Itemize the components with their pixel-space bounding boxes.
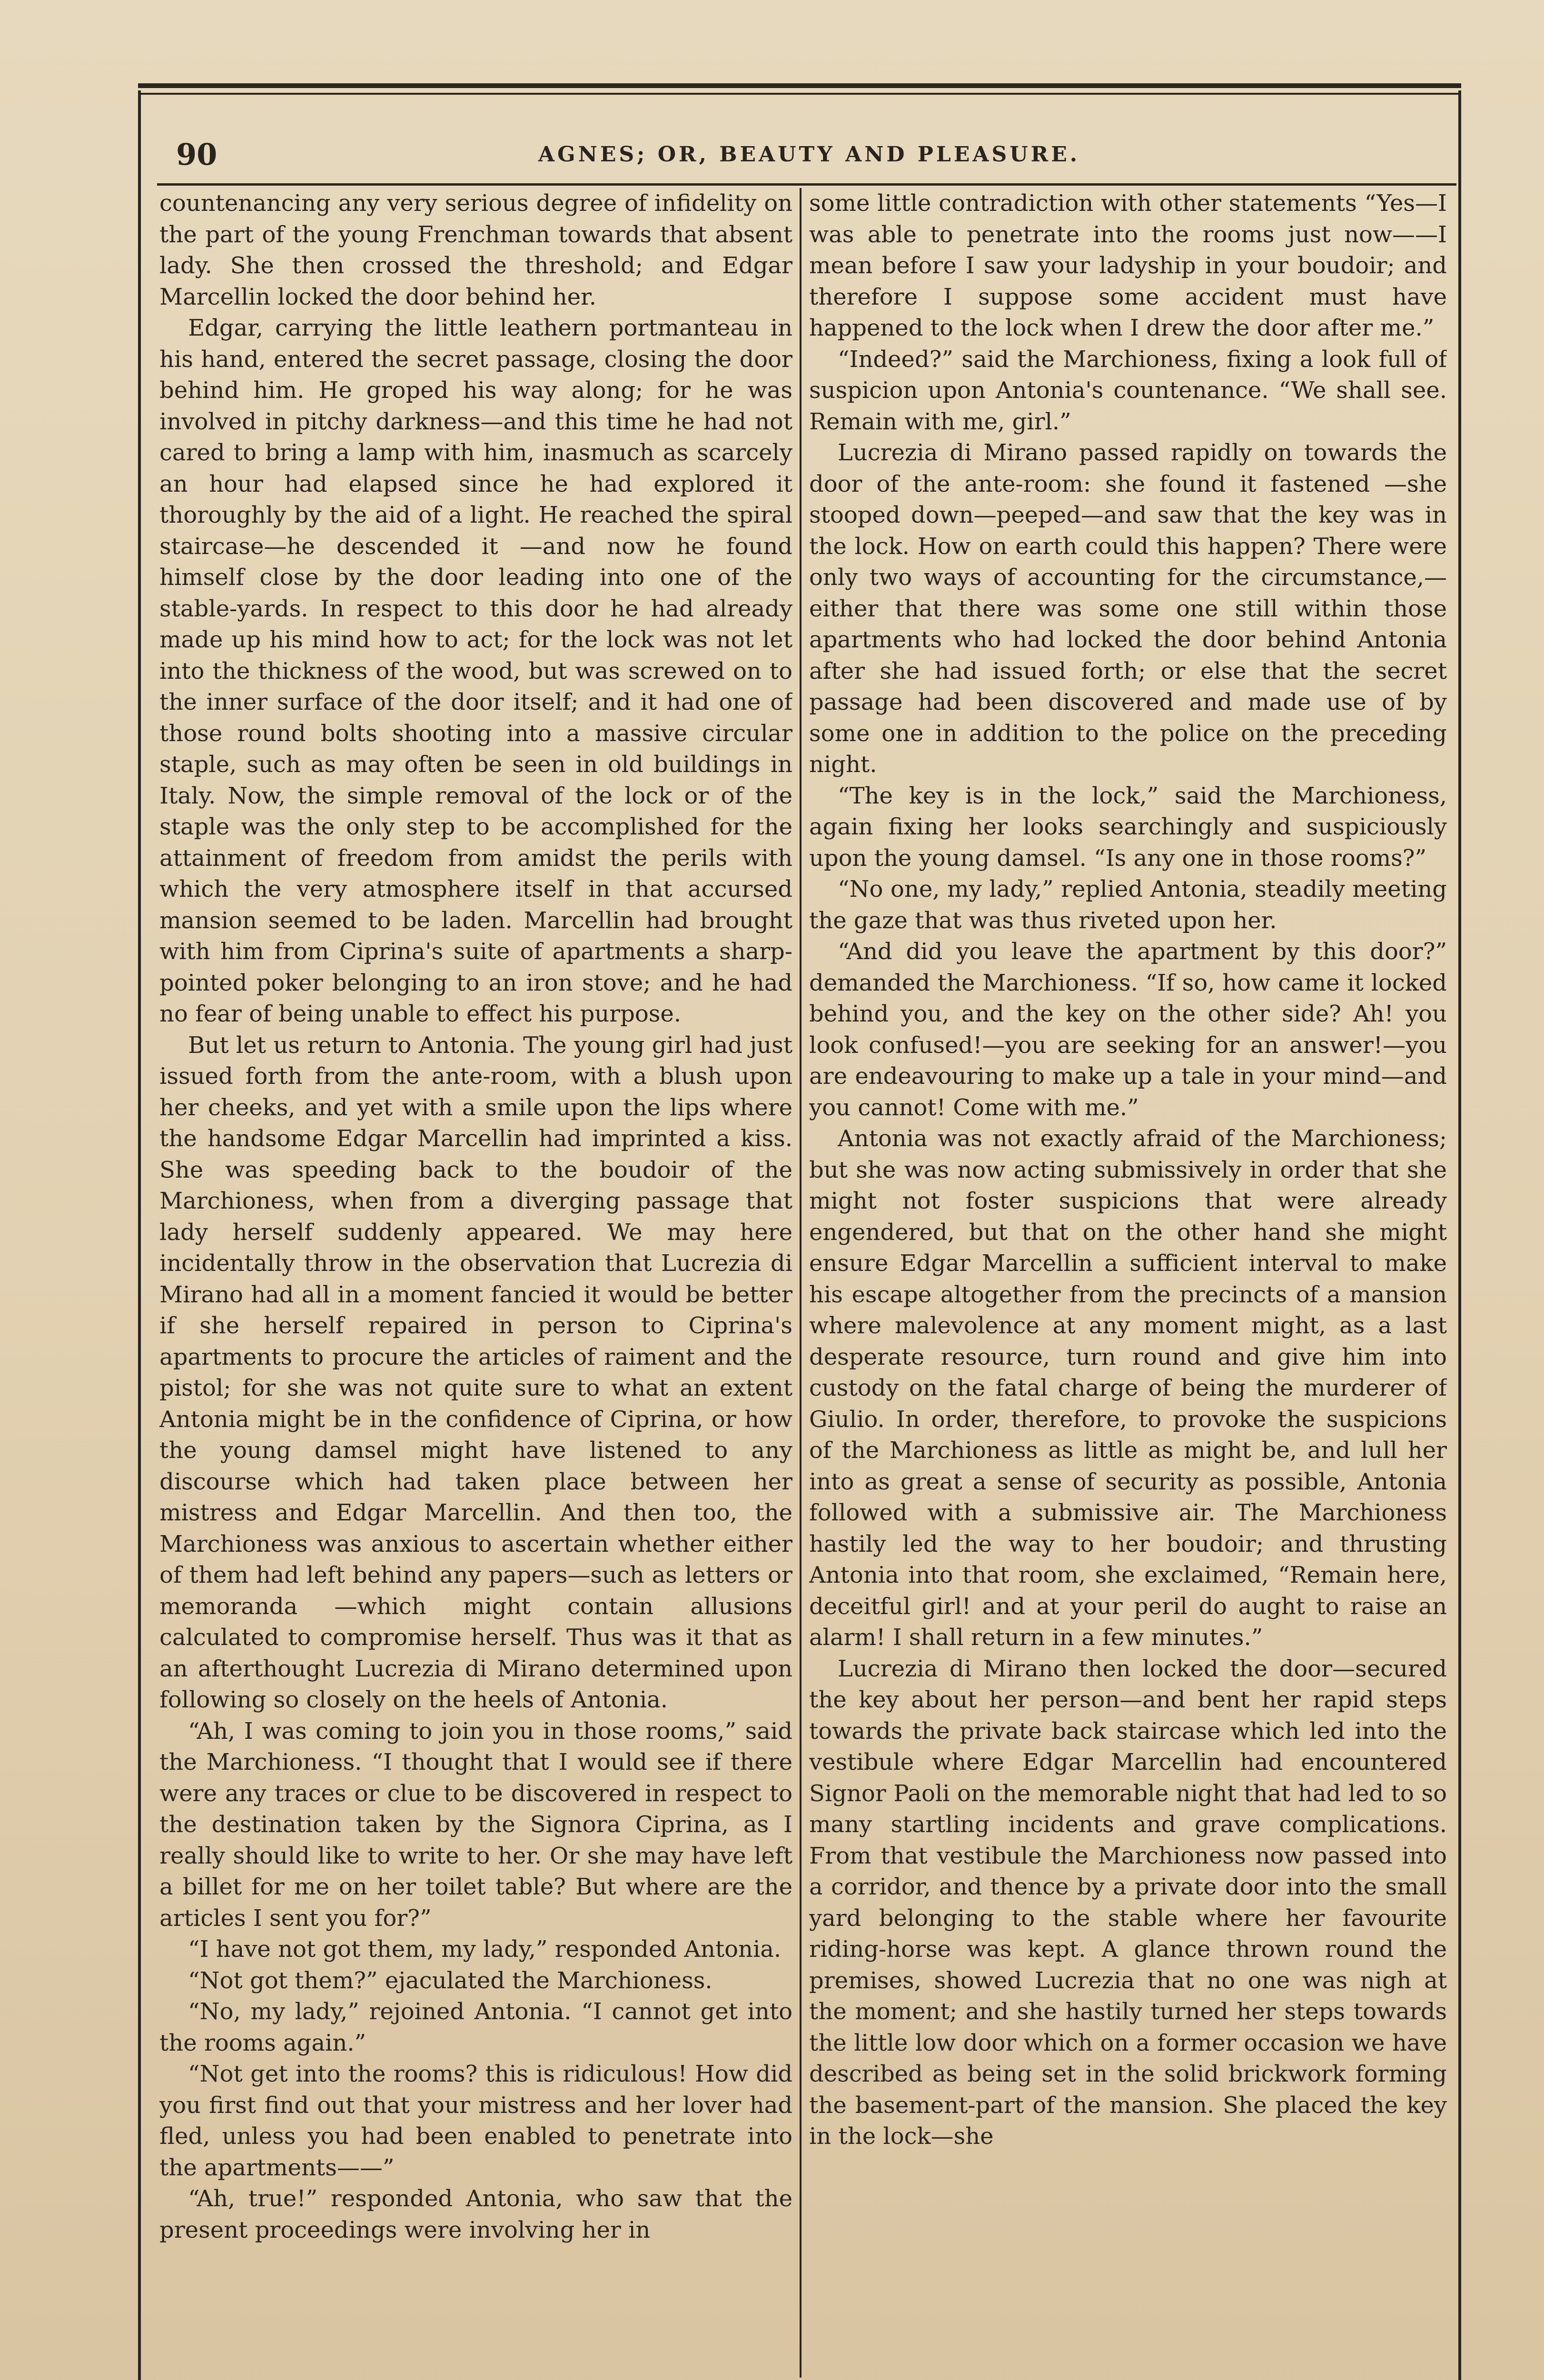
paragraph: “Indeed?” said the Marchioness, fixing a look full of suspicion upon Antonia's countenance. “We shall see. Remain with me, girl.” <box>809 346 1447 435</box>
paragraph: Edgar, carrying the little leathern portmanteau in his hand, entered the secret passage, closing the door behind him. He groped his way along; for he was involved in pitchy darkness—and this time he had not cared to bring a lamp with him, inasmuch as scarcely an hour had elapsed since he had explored it thoroughly by the aid of a light. He reached the spiral staircase—he descended it —and now he found himself close by the door leading into one of the stable-yards. In respect to this door he had already made up his mind how to act; for the lock was not let into the thickness of the wood, but was screwed on to the inner surface of the door itself; and it had one of those round bolts shooting into a massive circular staple, such as may often be seen in old buildings in Italy. Now, the simple removal of the lock or of the staple was the only step to be accomplished for the attainment of freedom from amidst the perils with which the very atmosphere itself in that accursed mansion seemed to be laden. Marcellin had brought with him from Ciprina's suite of apartments a sharp-pointed poker belonging to an iron stove; and he had no fear of being unable to effect his purpose. <box>159 315 792 1027</box>
paragraph: some little contradiction with other statements “Yes—I was able to penetrate into the rooms just now——I mean before I saw your ladyship in your boudoir; and therefore I suppose some accident must have happened to the lock when I drew the door after me.” <box>809 190 1447 341</box>
top-border-rule <box>138 83 1461 88</box>
paragraph: “Not get into the rooms? this is ridiculous! How did you first find out that your mistress and her lover had fled, unless you had been enabled to penetrate into the apartments——” <box>159 2061 792 2181</box>
paragraph: Lucrezia di Mirano passed rapidly on towards the door of the ante-room: she found it fastened —she stooped down—peeped—and saw that the key was in the lock. How on earth could this happen? There were only two ways of accounting for the circumstance,—either that there was some one still within those apartments who had locked the door behind Antonia after she had issued forth; or else that the secret passage had been discovered and made use of by some one in addition to the police on the preceding night. <box>809 439 1447 778</box>
paragraph: Lucrezia di Mirano then locked the door—secured the key about her person—and bent her rapid steps towards the private back staircase which led into the vestibule where Edgar Marcellin had encountered Signor Paoli on the memorable night that had led to so many startling incidents and grave complications. From that vestibule the Marchioness now passed into a corridor, and thence by a private door into the small yard belonging to the stable where her favourite riding-horse was kept. A glance thrown round the premises, showed Lucrezia that no one was nigh at the moment; and she hastily turned her steps towards the little low door which on a former occasion we have described as being set in the solid brickwork forming the basement-part of the mansion. She placed the key in the lock—she <box>809 1655 1447 2150</box>
paragraph: “And did you leave the apartment by this door?” demanded the Marchioness. “If so, how came it locked behind you, and the key on the other side? Ah! you look confused!—you are seeking for an answer!—you are endeavouring to make up a tale in your mind—and you cannot! Come with me.” <box>809 938 1447 1121</box>
running-title: AGNES; OR, BEAUTY AND PLEASURE. <box>538 142 1080 167</box>
paragraph: “The key is in the lock,” said the Marchioness, again fixing her looks searchingly and suspiciously upon the young damsel. “Is any one in those rooms?” <box>809 782 1447 872</box>
paragraph: countenancing any very serious degree of infidelity on the part of the young Frenchman towards that absent lady. She then crossed the threshold; and Edgar Marcellin locked the door behind her. <box>159 190 792 310</box>
paragraph: “No, my lady,” rejoined Antonia. “I cannot get into the rooms again.” <box>159 1998 792 2056</box>
column-divider <box>800 188 802 2378</box>
left-text-column <box>159 188 792 2380</box>
right-border-rule <box>1458 90 1461 2380</box>
paragraph: “No one, my lady,” replied Antonia, steadily meeting the gaze that was thus riveted upon her. <box>809 876 1447 934</box>
paragraph: “I have not got them, my lady,” responded Antonia. <box>188 1936 782 1963</box>
paragraph: “Ah, I was coming to join you in those rooms,” said the Marchioness. “I thought that I would see if there were any traces or clue to be discovered in respect to the destination taken by the Signora Ciprina, as I really should like to write to her. Or she may have left a billet for me on her toilet table? But where are the articles I sent you for?” <box>159 1717 792 1932</box>
paragraph: But let us return to Antonia. The young girl had just issued forth from the ante-room, with a blush upon her cheeks, and yet with a smile upon the lips where the handsome Edgar Marcellin had imprinted a kiss. She was speeding back to the boudoir of the Marchioness, when from a diverging passage that lady herself suddenly appeared. We may here incidentally throw in the observation that Lucrezia di Mirano had all in a moment fancied it would be better if she herself repaired in person to Ciprina's apartments to procure the articles of raiment and the pistol; for she was not quite sure to what an extent Antonia might be in the confidence of Ciprina, or how the young damsel might have listened to any discourse which had taken place between her mistress and Edgar Marcellin. And then too, the Marchioness was anxious to ascertain whether either of them had left behind any papers—such as letters or memoranda —which might contain allusions calculated to compromise herself. Thus was it that as an afterthought Lucrezia di Mirano determined upon following so closely on the heels of Antonia. <box>159 1031 792 1713</box>
paragraph: “Not got them?” ejaculated the Marchioness. <box>188 1967 713 1994</box>
paragraph: Antonia was not exactly afraid of the Marchioness; but she was now acting submissively in order that she might not foster suspicions that were already engendered, but that on the other hand she might ensure Edgar Marcellin a sufficient interval to make his escape altogether from the precincts of a mansion where malevolence at any moment might, as a last desperate resource, turn round and give him into custody on the fatal charge of being the murderer of Giulio. In order, therefore, to provoke the suspicions of the Marchioness as little as might be, and lull her into as great a sense of security as possible, Antonia followed with a submissive air. The Marchioness hastily led the way to her boudoir; and thrusting Antonia into that room, she exclaimed, “Remain here, deceitful girl! and at your peril do aught to raise an alarm! I shall return in a few minutes.” <box>809 1125 1447 1651</box>
top-border-inner-rule <box>138 93 1461 95</box>
paragraph: “Ah, true!” responded Antonia, who saw that the present proceedings were involving her in <box>159 2185 792 2243</box>
page-header <box>162 133 1456 176</box>
header-rule <box>157 183 1456 186</box>
right-text-column <box>809 188 1447 2380</box>
page-number: 90 <box>176 137 218 172</box>
left-border-rule <box>138 90 141 2380</box>
